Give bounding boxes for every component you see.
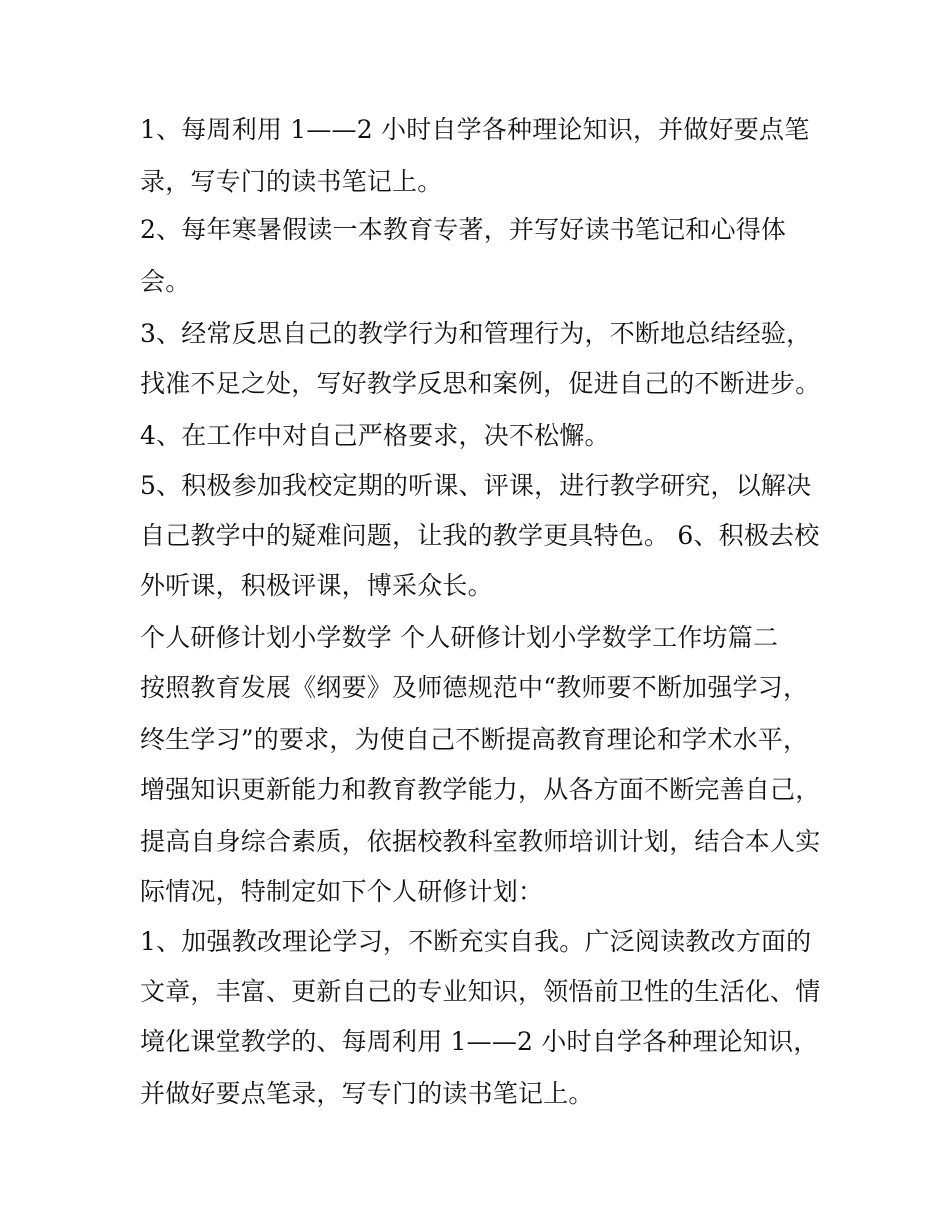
text-line-5: 3、经常反思自己的教学行为和管理行为，不断地总结经验， [140,319,812,348]
text-line-16: 际情况，特制定如下个人研修计划： [140,877,544,906]
text-line-18: 文章，丰富、更新自己的专业知识，领悟前卫性的生活化、情 [140,977,821,1006]
text-line-12: 按照教育发展《纲要》及师德规范中“教师要不断加强学习， [140,673,809,702]
text-line-6: 找准不足之处，写好教学反思和案例，促进自己的不断进步。 [140,369,821,398]
text-line-8: 5、积极参加我校定期的听课、评课，进行教学研究，以解决 [140,471,812,500]
text-line-11: 个人研修计划小学数学 个人研修计划小学数学工作坊篇二 [140,623,779,652]
text-line-14: 增强知识更新能力和教育教学能力，从各方面不断完善自己， [140,775,821,804]
text-line-3: 2、每年寒暑假读一本教育专著，并写好读书笔记和心得体 [140,215,787,244]
text-line-1: 1、每周利用 1——2 小时自学各种理论知识，并做好要点笔 [140,115,810,144]
text-line-20: 并做好要点笔录，写专门的读书笔记上。 [140,1079,594,1108]
text-line-9: 自己教学中的疑难问题，让我的教学更具特色。 6、积极去校 [140,521,820,550]
text-line-2: 录，写专门的读书笔记上。 [140,167,443,196]
text-line-7: 4、在工作中对自己严格要求，决不松懈。 [140,421,610,450]
text-line-15: 提高自身综合素质，依据校教科室教师培训计划，结合本人实 [140,827,821,856]
text-line-19: 境化课堂教学的、每周利用 1——2 小时自学各种理论知识， [140,1027,819,1056]
text-line-13: 终生学习”的要求，为使自己不断提高教育理论和学术水平， [140,725,809,754]
text-line-4: 会。 [140,267,191,296]
text-line-10: 外听课，积极评课，博采众长。 [140,571,493,600]
text-line-17: 1、加强教改理论学习，不断充实自我。广泛阅读教改方面的 [140,927,812,956]
